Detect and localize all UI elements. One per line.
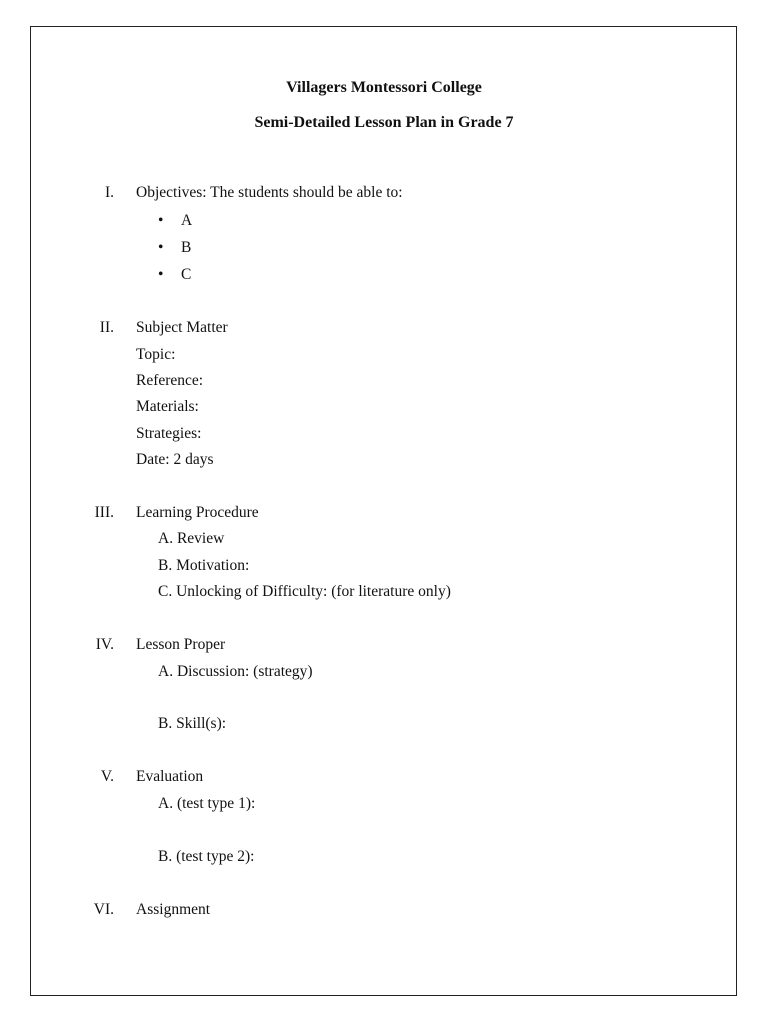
evaluation-test-type-2: B. (test type 2): [158,848,255,865]
procedure-motivation: B. Motivation: [158,557,250,574]
section-2-numeral: II. [99,319,114,336]
section-1-heading: Objectives: The students should be able to: [136,184,403,201]
section-4-heading: Lesson Proper [136,636,226,653]
procedure-unlocking-difficulty: C. Unlocking of Difficulty: (for literature only) [158,583,451,600]
school-name: Villagers Montessori College [286,79,482,96]
section-1-numeral: I. [104,184,114,201]
objective-bullet-c: C [181,266,192,283]
bullet-icon: • [158,212,164,229]
subject-topic: Topic: [136,346,176,363]
subject-strategies: Strategies: [136,425,202,442]
section-6-numeral: VI. [93,901,114,918]
section-5-numeral: V. [100,768,114,785]
subject-date: Date: 2 days [136,451,214,468]
bullet-icon: • [158,266,164,283]
section-2-heading: Subject Matter [136,319,228,336]
lesson-skills: B. Skill(s): [158,715,227,732]
section-3-numeral: III. [94,504,114,521]
subject-reference: Reference: [136,372,204,389]
bullet-icon: • [158,239,164,256]
subject-materials: Materials: [136,398,199,415]
section-6-heading: Assignment [136,901,211,918]
section-3-heading: Learning Procedure [136,504,259,521]
section-5-heading: Evaluation [136,768,204,785]
procedure-review: A. Review [158,530,225,547]
evaluation-test-type-1: A. (test type 1): [158,795,256,812]
objective-bullet-a: A [181,212,193,229]
plan-title: Semi-Detailed Lesson Plan in Grade 7 [254,114,514,131]
lesson-discussion: A. Discussion: (strategy) [158,663,313,680]
section-4-numeral: IV. [95,636,114,653]
objective-bullet-b: B [181,239,192,256]
